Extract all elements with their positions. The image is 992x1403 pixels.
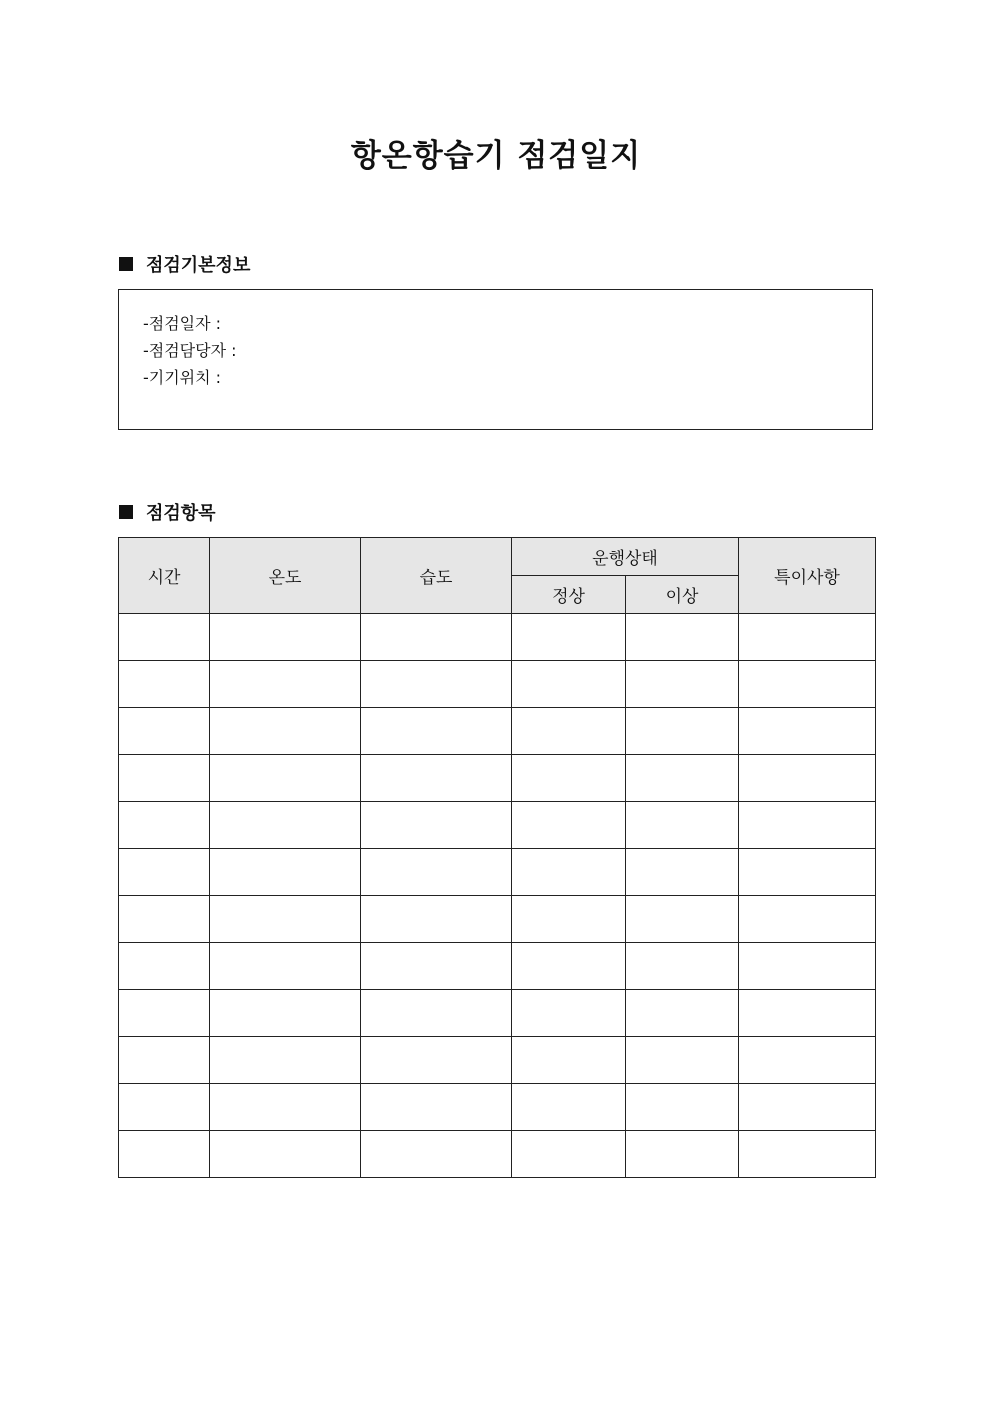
basic-info-heading xyxy=(119,252,250,276)
cell-time[interactable] xyxy=(119,990,210,1037)
cell-remarks[interactable] xyxy=(739,1037,876,1084)
header-temperature: 온도 xyxy=(210,538,361,614)
cell-normal[interactable] xyxy=(512,614,626,661)
cell-temperature[interactable] xyxy=(210,661,361,708)
cell-time[interactable] xyxy=(119,755,210,802)
cell-abnormal[interactable] xyxy=(626,661,739,708)
cell-humidity[interactable] xyxy=(361,1084,512,1131)
cell-abnormal[interactable] xyxy=(626,896,739,943)
cell-remarks[interactable] xyxy=(739,990,876,1037)
cell-time[interactable] xyxy=(119,661,210,708)
cell-time[interactable] xyxy=(119,802,210,849)
inspection-table xyxy=(118,537,876,1178)
cell-remarks[interactable] xyxy=(739,1131,876,1178)
table-row xyxy=(119,943,876,990)
header-humidity: 습도 xyxy=(361,538,512,614)
table-row xyxy=(119,802,876,849)
cell-humidity[interactable] xyxy=(361,708,512,755)
cell-abnormal[interactable] xyxy=(626,943,739,990)
cell-humidity[interactable] xyxy=(361,943,512,990)
cell-humidity[interactable] xyxy=(361,1037,512,1084)
cell-time[interactable] xyxy=(119,614,210,661)
cell-remarks[interactable] xyxy=(739,896,876,943)
cell-abnormal[interactable] xyxy=(626,990,739,1037)
cell-temperature[interactable] xyxy=(210,943,361,990)
inspection-items-heading xyxy=(119,500,216,524)
cell-normal[interactable] xyxy=(512,896,626,943)
header-normal: 정상 xyxy=(512,576,626,614)
cell-abnormal[interactable] xyxy=(626,708,739,755)
cell-remarks[interactable] xyxy=(739,802,876,849)
cell-abnormal[interactable] xyxy=(626,1037,739,1084)
cell-humidity[interactable] xyxy=(361,661,512,708)
cell-time[interactable] xyxy=(119,1037,210,1084)
black-square-bullet-icon xyxy=(119,257,133,271)
cell-temperature[interactable] xyxy=(210,1131,361,1178)
cell-remarks[interactable] xyxy=(739,661,876,708)
cell-remarks[interactable] xyxy=(739,849,876,896)
cell-abnormal[interactable] xyxy=(626,755,739,802)
cell-temperature[interactable] xyxy=(210,1037,361,1084)
cell-time[interactable] xyxy=(119,896,210,943)
cell-remarks[interactable] xyxy=(739,755,876,802)
cell-normal[interactable] xyxy=(512,943,626,990)
cell-abnormal[interactable] xyxy=(626,614,739,661)
cell-temperature[interactable] xyxy=(210,755,361,802)
cell-abnormal[interactable] xyxy=(626,802,739,849)
cell-abnormal[interactable] xyxy=(626,849,739,896)
cell-normal[interactable] xyxy=(512,990,626,1037)
cell-remarks[interactable] xyxy=(739,614,876,661)
cell-normal[interactable] xyxy=(512,802,626,849)
table-row xyxy=(119,896,876,943)
cell-humidity[interactable] xyxy=(361,990,512,1037)
cell-remarks[interactable] xyxy=(739,1084,876,1131)
cell-humidity[interactable] xyxy=(361,755,512,802)
cell-normal[interactable] xyxy=(512,708,626,755)
cell-normal[interactable] xyxy=(512,661,626,708)
header-time: 시간 xyxy=(119,538,210,614)
inspection-items-heading-label: 점검항목 xyxy=(146,503,216,524)
cell-abnormal[interactable] xyxy=(626,1084,739,1131)
inspection-table-body xyxy=(119,614,876,1178)
cell-temperature[interactable] xyxy=(210,708,361,755)
cell-remarks[interactable] xyxy=(739,943,876,990)
table-row xyxy=(119,1037,876,1084)
basic-info-box xyxy=(118,289,873,430)
table-row xyxy=(119,661,876,708)
table-row xyxy=(119,755,876,802)
cell-time[interactable] xyxy=(119,943,210,990)
cell-temperature[interactable] xyxy=(210,1084,361,1131)
cell-time[interactable] xyxy=(119,1084,210,1131)
basic-info-heading-label: 점검기본정보 xyxy=(146,255,251,276)
device-location-label: -기기위치 : xyxy=(143,368,222,387)
cell-humidity[interactable] xyxy=(361,1131,512,1178)
cell-time[interactable] xyxy=(119,1131,210,1178)
cell-temperature[interactable] xyxy=(210,896,361,943)
table-row xyxy=(119,1131,876,1178)
table-row xyxy=(119,990,876,1037)
cell-humidity[interactable] xyxy=(361,802,512,849)
cell-normal[interactable] xyxy=(512,1037,626,1084)
page-title: 항온항습기 점검일지 xyxy=(350,138,642,174)
table-row xyxy=(119,1084,876,1131)
cell-time[interactable] xyxy=(119,849,210,896)
header-remarks: 특이사항 xyxy=(739,538,876,614)
cell-normal[interactable] xyxy=(512,1084,626,1131)
cell-abnormal[interactable] xyxy=(626,1131,739,1178)
cell-temperature[interactable] xyxy=(210,990,361,1037)
cell-normal[interactable] xyxy=(512,1131,626,1178)
header-operation-status: 운행상태 xyxy=(512,538,739,576)
cell-temperature[interactable] xyxy=(210,614,361,661)
inspection-date-label: -점검일자 : xyxy=(143,314,222,333)
inspector-label: -점검담당자 : xyxy=(143,341,237,360)
cell-humidity[interactable] xyxy=(361,849,512,896)
cell-humidity[interactable] xyxy=(361,896,512,943)
header-abnormal: 이상 xyxy=(626,576,739,614)
cell-normal[interactable] xyxy=(512,755,626,802)
cell-temperature[interactable] xyxy=(210,802,361,849)
cell-time[interactable] xyxy=(119,708,210,755)
black-square-bullet-icon xyxy=(119,505,133,519)
table-row xyxy=(119,614,876,661)
cell-humidity[interactable] xyxy=(361,614,512,661)
cell-normal[interactable] xyxy=(512,849,626,896)
table-row xyxy=(119,849,876,896)
table-row xyxy=(119,708,876,755)
cell-remarks[interactable] xyxy=(739,708,876,755)
cell-temperature[interactable] xyxy=(210,849,361,896)
